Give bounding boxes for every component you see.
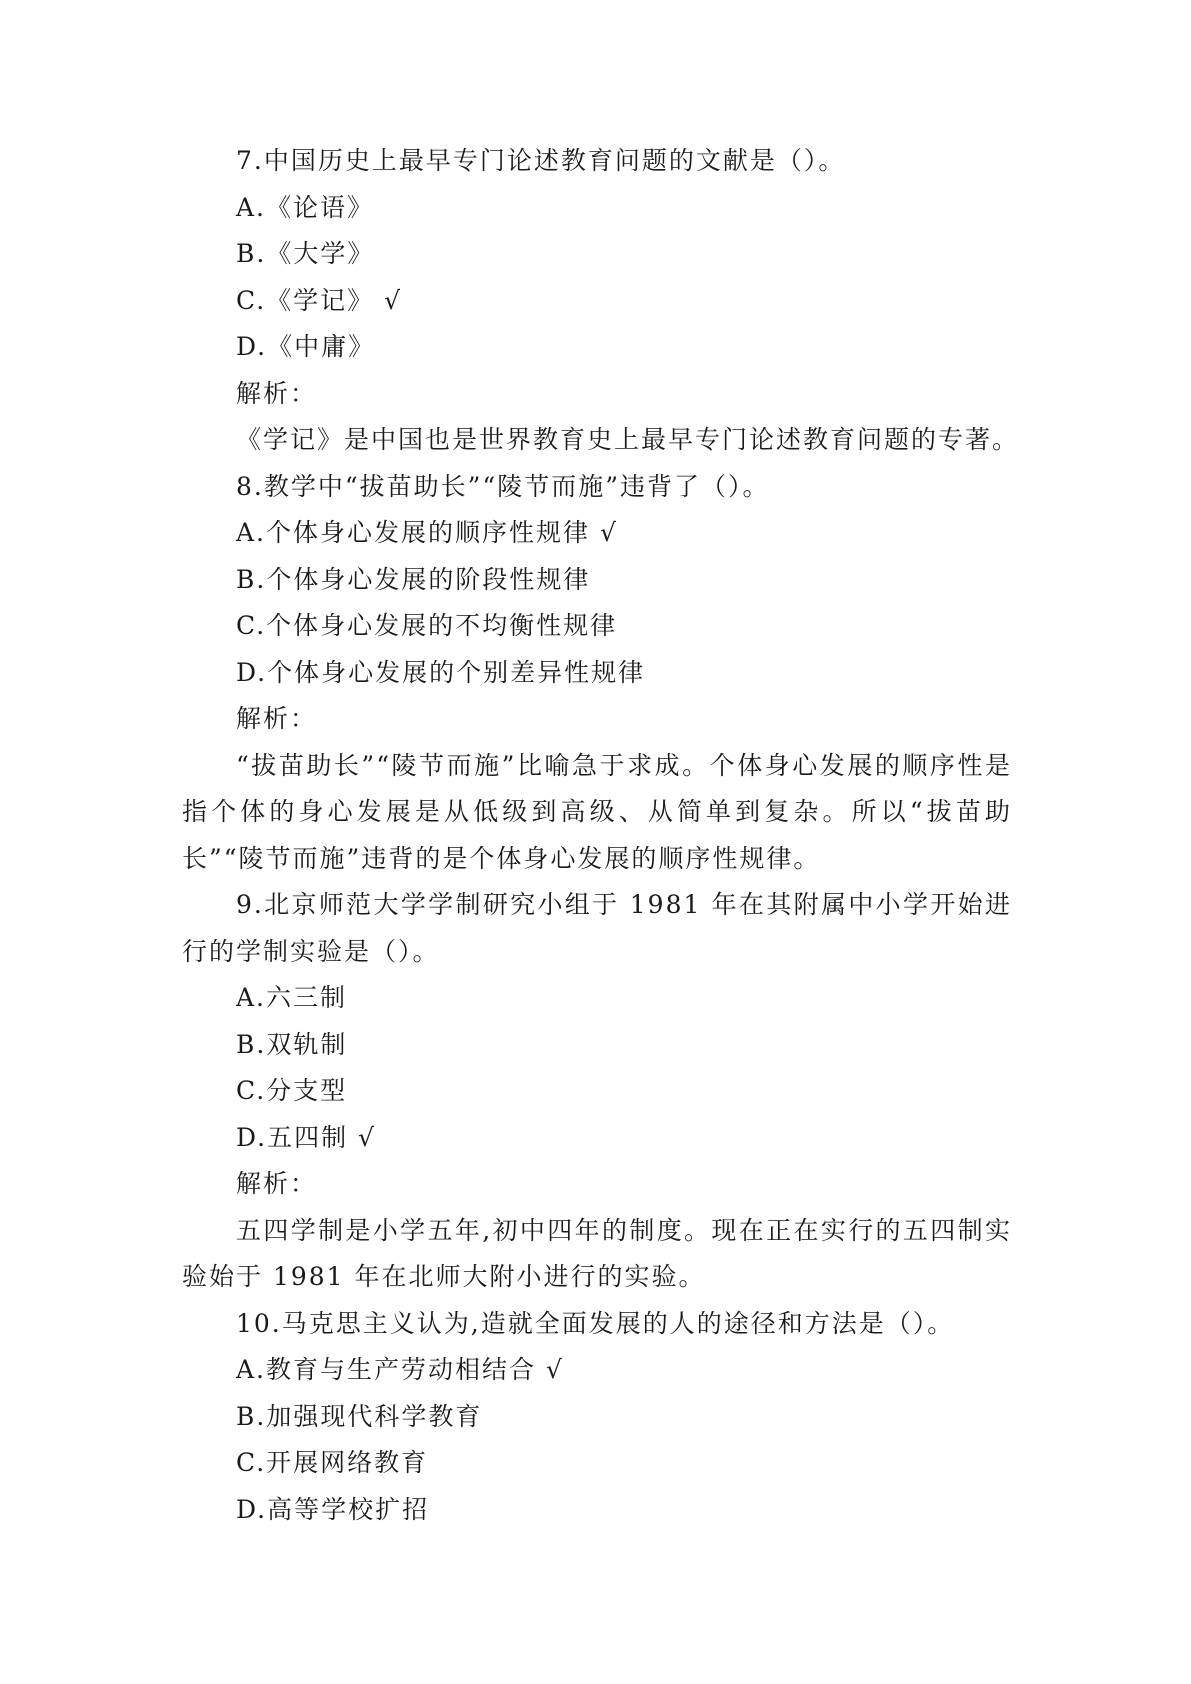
option-d: D.高等学校扩招	[236, 1494, 430, 1524]
option-c: C.分支型	[236, 1076, 348, 1105]
question-9	[182, 882, 1012, 1301]
option-b: B.《大学》	[236, 239, 375, 268]
question-stem: 7.中国历史上最早专门论述教育问题的文献是（）。	[236, 146, 846, 175]
question-stem: 10.马克思主义认为,造就全面发展的人的途径和方法是（）。	[236, 1308, 955, 1338]
option-a: A.个体身心发展的顺序性规律 √	[236, 518, 618, 547]
option-c: C.《学记》 √	[236, 285, 403, 315]
question-8	[182, 464, 1012, 883]
option-b: B.个体身心发展的阶段性规律	[236, 564, 591, 594]
analysis-label: 解析：	[236, 378, 318, 408]
analysis-text: 五四学制是小学五年,初中四年的制度。现在正在实行的五四制实验始于 1981 年在北师大附小进行的实验。	[182, 1215, 1012, 1291]
option-d: D.五四制 √	[236, 1122, 376, 1152]
option-c: C.个体身心发展的不均衡性规律	[236, 611, 618, 640]
option-c: C.开展网络教育	[236, 1448, 429, 1477]
analysis-text: 《学记》是中国也是世界教育史上最早专门论述教育问题的专著。	[236, 425, 1020, 454]
page-content	[182, 138, 1020, 1533]
option-a: A.《论语》	[236, 192, 375, 222]
analysis-label: 解析：	[236, 1169, 318, 1198]
question-stem: 8.教学中“拔苗助长”“陵节而施”违背了（）。	[236, 471, 770, 501]
option-a: A.六三制	[236, 983, 348, 1012]
question-stem: 9.北京师范大学学制研究小组于 1981 年在其附属中小学开始进行的学制实验是（）。	[182, 890, 1012, 966]
option-b: B.加强现代科学教育	[236, 1401, 483, 1431]
option-b: B.双轨制	[236, 1029, 348, 1059]
analysis-label: 解析：	[236, 704, 318, 733]
option-d: D.《中庸》	[236, 332, 376, 361]
question-7	[182, 138, 1020, 464]
option-a: A.教育与生产劳动相结合 √	[236, 1355, 564, 1384]
option-d: D.个体身心发展的个别差异性规律	[236, 657, 646, 687]
analysis-text: “拔苗助长”“陵节而施”比喻急于求成。个体身心发展的顺序性是指个体的身心发展是从低级到高级、从简单到复杂。所以“拔苗助长”“陵节而施”违背的是个体身心发展的顺序性规律。	[182, 750, 1012, 873]
question-10	[182, 1301, 1012, 1534]
